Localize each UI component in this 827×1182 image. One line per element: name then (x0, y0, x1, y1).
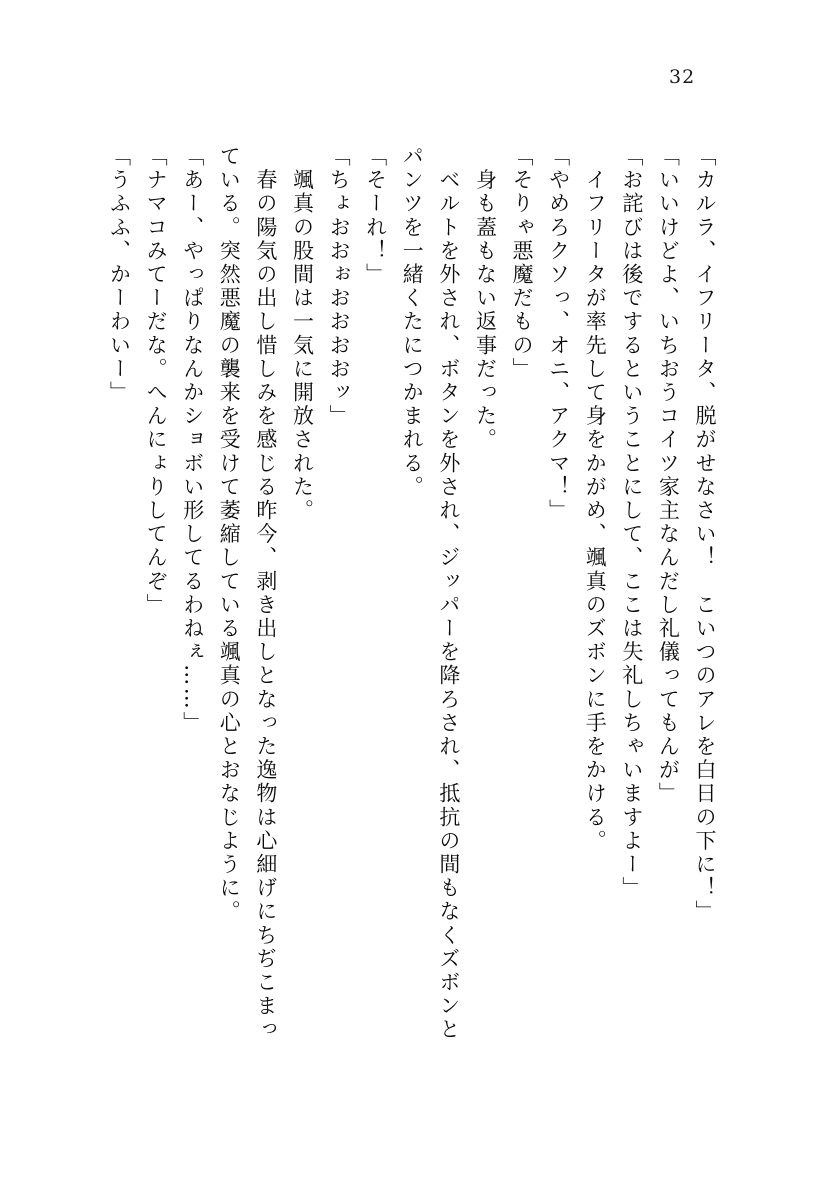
vertical-text-block (101, 145, 723, 1060)
text-line-09: パンツを一緒くたにつかまれる。 (400, 145, 425, 499)
page-number: 32 (669, 66, 696, 88)
text-line-10: 「そーれ！」 (363, 145, 388, 287)
text-line-16: 「ナマコみてーだな。へんにょりしてんぞ」 (144, 145, 169, 617)
text-line-04: イフリータが率先して身をかがめ、颯真のズボンに手をかける。 (583, 145, 608, 853)
text-line-02: 「いいけどよ、いちおうコイツ家主なんだし礼儀ってもんが」 (656, 145, 681, 806)
text-line-07: 身も蓋もない返事だった。 (473, 145, 498, 452)
text-line-14: ている。突然悪魔の襲来を受けて萎縮している颯真の心とおなじように。 (217, 145, 242, 924)
text-line-11: 「ちょおおぉおおおおッ」 (327, 145, 352, 429)
text-line-15: 「あー、やっぱりなんかショボい形してるわねぇ……」 (180, 145, 205, 735)
text-line-13: 春の陽気の出し惜しみを感じる昨今、剥き出しとなった逸物は心細げにちぢこまっ (253, 145, 278, 1042)
text-line-01: 「カルラ、イフリータ、脱がせなさい！ こいつのアレを白日の下に！」 (693, 145, 717, 924)
text-line-12: 颯真の股間は一気に開放された。 (290, 145, 315, 523)
text-line-05: 「やめろクソっ、オニ、アクマ！」 (546, 145, 571, 523)
text-line-08: ベルトを外され、ボタンを外され、ジッパーを降ろされ、抵抗の間もなくズボンと (436, 145, 461, 1042)
text-line-06: 「そりゃ悪魔だもの」 (510, 145, 535, 381)
text-line-17: 「うふふ、かーわいー」 (107, 145, 132, 405)
text-line-03: 「お詫びは後でするということにして、ここは失礼しちゃいますよー」 (619, 145, 644, 901)
